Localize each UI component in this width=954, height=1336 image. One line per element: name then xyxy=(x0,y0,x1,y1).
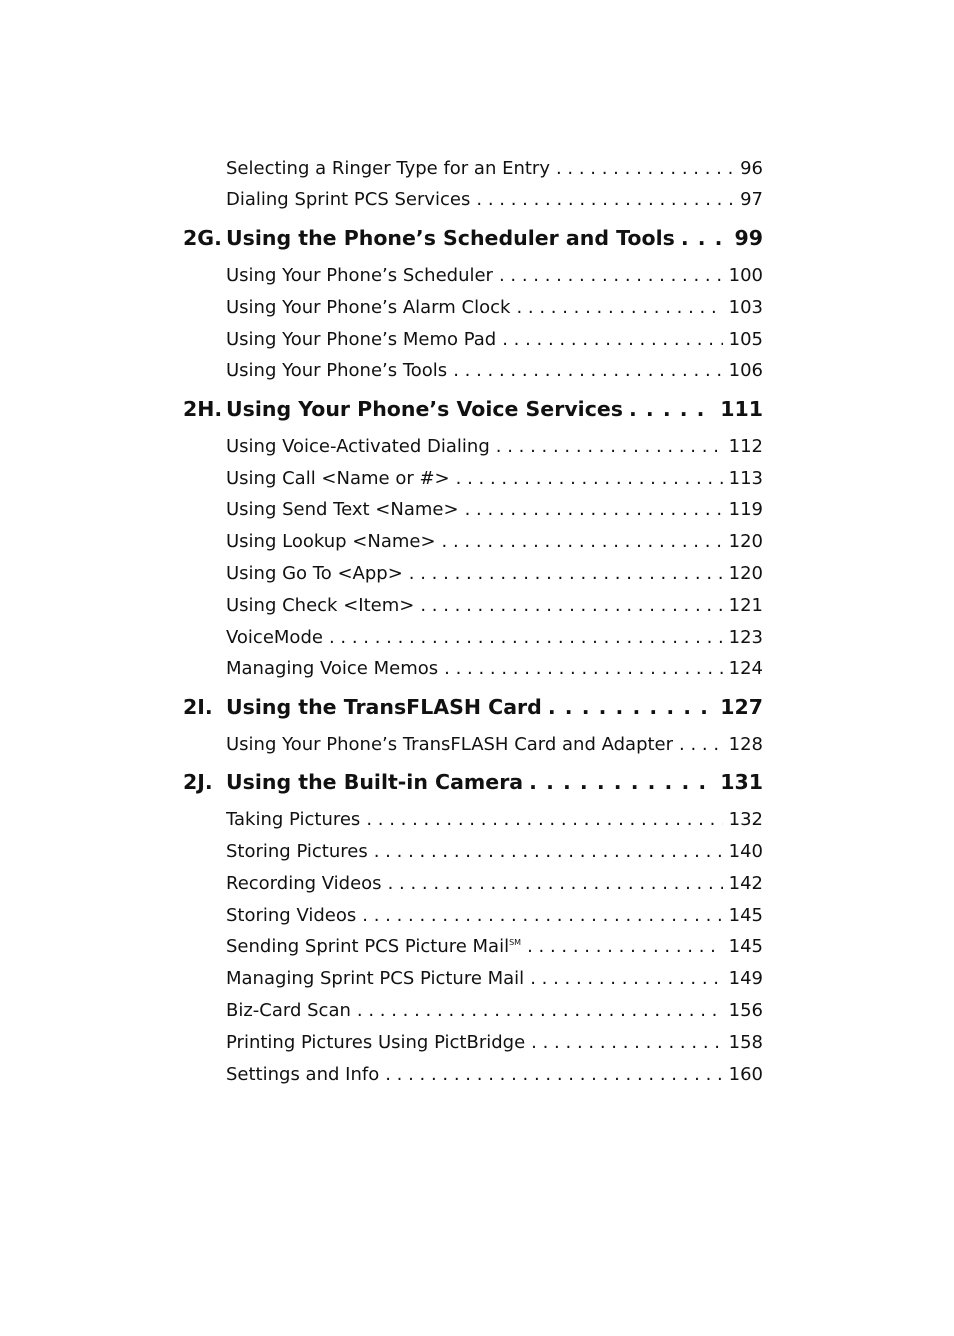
dot-leader xyxy=(530,968,722,989)
dot-leader xyxy=(531,1032,722,1053)
toc-entry xyxy=(226,158,763,188)
dot-leader xyxy=(329,627,723,648)
chapter-number: 2G. xyxy=(183,226,222,250)
page-number: 149 xyxy=(728,968,763,989)
entry-title: VoiceMode xyxy=(226,627,323,648)
page-number: 156 xyxy=(728,1000,763,1021)
entry-title: Using Call <Name or #> xyxy=(226,468,450,489)
entry-title: Using Lookup <Name> xyxy=(226,531,436,552)
page-number: 160 xyxy=(728,1064,763,1085)
dot-leader xyxy=(420,595,722,616)
page-number: 120 xyxy=(728,563,763,584)
dot-leader xyxy=(453,360,722,381)
page-number: 145 xyxy=(728,936,763,957)
toc-entry xyxy=(226,936,763,966)
dot-leader xyxy=(357,1000,723,1021)
dot-leader xyxy=(529,770,714,794)
chapter-number: 2H. xyxy=(183,397,223,421)
entry-title: Using Check <Item> xyxy=(226,595,415,616)
entry-title: Managing Sprint PCS Picture Mail xyxy=(226,968,525,989)
page-number: 123 xyxy=(728,627,763,648)
toc-entry xyxy=(226,329,763,359)
toc-chapter-entry xyxy=(183,770,763,800)
dot-leader xyxy=(679,734,723,755)
toc-entry xyxy=(226,468,763,498)
toc-entry xyxy=(226,841,763,871)
page-number: 99 xyxy=(734,226,763,250)
page-number: 131 xyxy=(720,770,763,794)
dot-leader xyxy=(556,158,734,179)
entry-title: Sending Sprint PCS Picture Mail℠ xyxy=(226,936,522,957)
entry-title: Printing Pictures Using PictBridge xyxy=(226,1032,526,1053)
entry-title: Selecting a Ringer Type for an Entry xyxy=(226,158,550,179)
page-number: 103 xyxy=(728,297,763,318)
entry-title: Recording Videos xyxy=(226,873,382,894)
dot-leader xyxy=(629,397,714,421)
page-number: 121 xyxy=(728,595,763,616)
entry-title: Managing Voice Memos xyxy=(226,658,439,679)
dot-leader xyxy=(465,499,723,520)
entry-title: Taking Pictures xyxy=(226,809,361,830)
entry-title: Using Your Phone’s Memo Pad xyxy=(226,329,497,350)
page-number: 145 xyxy=(728,905,763,926)
entry-title: Using Your Phone’s TransFLASH Card and Adapter xyxy=(226,734,674,755)
toc-chapter-entry xyxy=(183,226,763,256)
toc-entry xyxy=(226,658,763,688)
toc-entry xyxy=(226,1064,763,1094)
dot-leader xyxy=(442,531,723,552)
toc-entry xyxy=(226,809,763,839)
toc-entry xyxy=(226,436,763,466)
toc-entry xyxy=(226,627,763,657)
toc-entry xyxy=(226,189,763,219)
page-number: 142 xyxy=(728,873,763,894)
entry-title: Using Go To <App> xyxy=(226,563,403,584)
page-number: 158 xyxy=(728,1032,763,1053)
dot-leader xyxy=(499,265,723,286)
toc-entry xyxy=(226,1032,763,1062)
dot-leader xyxy=(681,226,729,250)
toc-entry xyxy=(226,734,763,764)
service-mark: SM xyxy=(509,938,522,947)
toc-entry xyxy=(226,563,763,593)
entry-title: Using the TransFLASH Card xyxy=(226,695,542,719)
entry-title: Using Your Phone’s Alarm Clock xyxy=(226,297,511,318)
dot-leader xyxy=(374,841,723,862)
dot-leader xyxy=(502,329,722,350)
entry-title: Using Your Phone’s Tools xyxy=(226,360,448,381)
chapter-number: 2I. xyxy=(183,695,213,719)
entry-title: Using Voice-Activated Dialing xyxy=(226,436,490,457)
toc-entry xyxy=(226,905,763,935)
page-number: 111 xyxy=(720,397,763,421)
page-number: 119 xyxy=(728,499,763,520)
chapter-number: 2J. xyxy=(183,770,213,794)
toc-entry xyxy=(226,531,763,561)
toc-chapter-entry xyxy=(183,397,763,427)
page-number: 112 xyxy=(728,436,763,457)
entry-title: Using Send Text <Name> xyxy=(226,499,459,520)
dot-leader xyxy=(548,695,714,719)
page-number: 140 xyxy=(728,841,763,862)
toc-chapter-entry xyxy=(183,695,763,725)
dot-leader xyxy=(444,658,723,679)
page-number: 128 xyxy=(728,734,763,755)
dot-leader xyxy=(388,873,723,894)
page-number: 124 xyxy=(728,658,763,679)
dot-leader xyxy=(456,468,723,489)
page-number: 127 xyxy=(720,695,763,719)
page-number: 132 xyxy=(728,809,763,830)
toc-entry xyxy=(226,968,763,998)
page-number: 120 xyxy=(728,531,763,552)
entry-title: Using the Built-in Camera xyxy=(226,770,524,794)
page-number: 97 xyxy=(740,189,763,210)
toc-entry xyxy=(226,873,763,903)
toc-entry xyxy=(226,1000,763,1030)
page-number: 113 xyxy=(728,468,763,489)
dot-leader xyxy=(409,563,723,584)
toc-entry xyxy=(226,297,763,327)
dot-leader xyxy=(476,189,734,210)
page-number: 106 xyxy=(728,360,763,381)
dot-leader xyxy=(366,809,722,830)
dot-leader xyxy=(496,436,723,457)
entry-title: Using Your Phone’s Scheduler xyxy=(226,265,493,286)
entry-title: Storing Pictures xyxy=(226,841,368,862)
entry-title: Using the Phone’s Scheduler and Tools xyxy=(226,226,675,250)
toc-entry xyxy=(226,499,763,529)
dot-leader xyxy=(362,905,722,926)
entry-title: Settings and Info xyxy=(226,1064,380,1085)
page-number: 100 xyxy=(728,265,763,286)
toc-entry xyxy=(226,360,763,390)
entry-title: Using Your Phone’s Voice Services xyxy=(226,397,623,421)
toc-entry xyxy=(226,265,763,295)
dot-leader xyxy=(385,1064,722,1085)
entry-title: Dialing Sprint PCS Services xyxy=(226,189,471,210)
entry-title: Biz-Card Scan xyxy=(226,1000,351,1021)
dot-leader xyxy=(516,297,722,318)
page-number: 105 xyxy=(728,329,763,350)
page-number: 96 xyxy=(740,158,763,179)
toc-entry xyxy=(226,595,763,625)
entry-title: Storing Videos xyxy=(226,905,357,926)
dot-leader xyxy=(527,936,723,957)
